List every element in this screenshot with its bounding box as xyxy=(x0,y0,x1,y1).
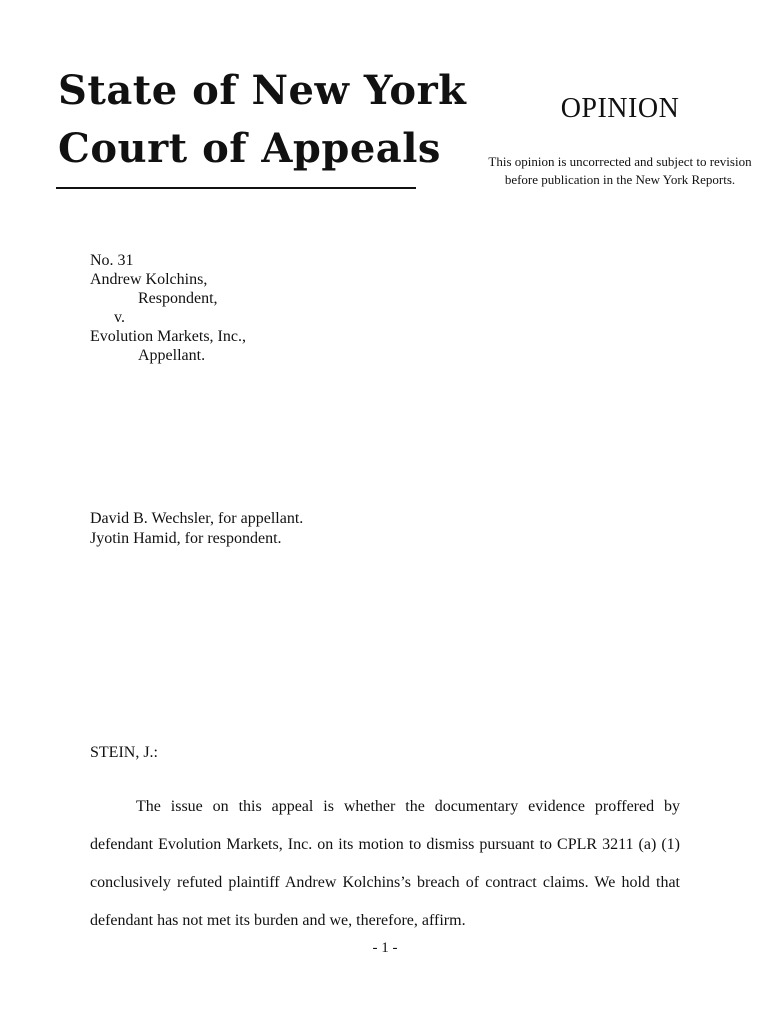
plaintiff-name: Andrew Kolchins, xyxy=(90,271,208,288)
case-caption xyxy=(90,251,246,365)
title-rule-divider xyxy=(56,187,416,189)
defendant-name: Evolution Markets, Inc., xyxy=(90,328,246,345)
plaintiff-role: Respondent, xyxy=(138,290,218,307)
counsel-block xyxy=(90,509,303,549)
counsel-respondent: Jyotin Hamid, for respondent. xyxy=(90,530,282,547)
court-title-line1: State of New York xyxy=(58,67,467,114)
court-title xyxy=(58,62,467,178)
page-number: - 1 - xyxy=(372,940,398,956)
revision-note-line1: This opinion is uncorrected and subject to revision xyxy=(488,154,752,169)
revision-note-line2: before publication in the New York Reports. xyxy=(504,172,736,187)
versus: v. xyxy=(114,309,125,326)
opinion-author: STEIN, J.: xyxy=(90,744,158,761)
counsel-appellant: David B. Wechsler, for appellant. xyxy=(90,510,304,527)
defendant-role: Appellant. xyxy=(138,347,206,364)
court-title-line2: Court of Appeals xyxy=(58,125,441,172)
revision-note xyxy=(440,153,770,189)
opinion-paragraph: The issue on this appeal is whether the documentary evidence proffered by defendant Evolution Markets, Inc. on its motion to dismiss pursuant to CPLR 3211 (a) (1) conclusively refuted plaintiff Andrew Kolchins’s breach of contract claims. We hold that defendant has not met its burden and we, therefore, affirm. xyxy=(90,798,680,929)
opinion-label: OPINION xyxy=(560,93,680,124)
case-number: No. 31 xyxy=(90,252,134,269)
